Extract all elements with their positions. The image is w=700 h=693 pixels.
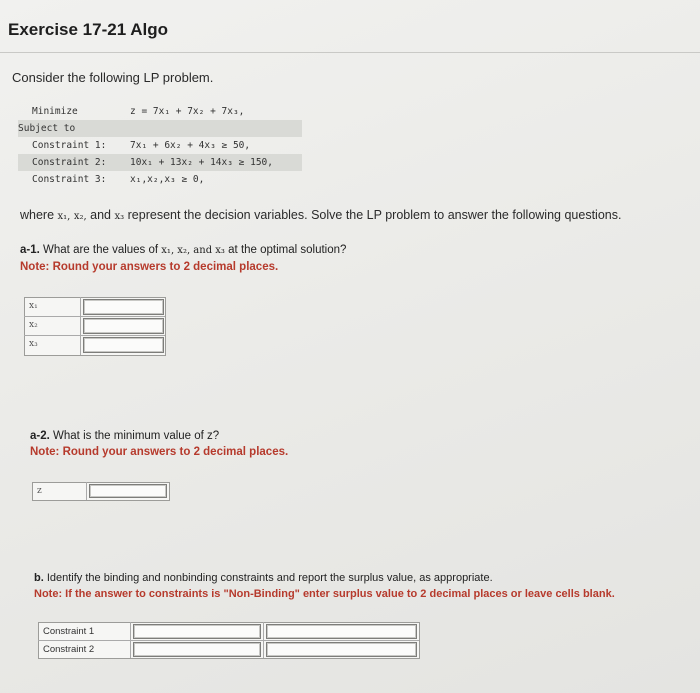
- constraint1-status-select[interactable]: [133, 624, 261, 639]
- subject-to-row: [18, 120, 302, 137]
- question-b: [34, 572, 493, 584]
- constraint-label: Constraint 2:: [32, 157, 107, 168]
- question-a2-text: What is the minimum value of z?: [53, 430, 220, 442]
- constraint-label: Constraint 1:: [32, 140, 107, 151]
- where-suffix: represent the decision variables. Solve the LP problem to answer the following questions.: [127, 208, 622, 222]
- b-row-label-constraint2: Constraint 2: [43, 644, 95, 655]
- var-x3: x₃: [114, 211, 125, 222]
- header-divider: [0, 52, 700, 53]
- question-a2-note: Note: Round your answers to 2 decimal places.: [30, 446, 289, 458]
- question-b-text: Identify the binding and nonbinding constraints and report the surplus value, as appropriate.: [46, 572, 493, 584]
- var-x1: x₁,: [57, 211, 71, 222]
- question-a1-label: a-1.: [20, 244, 40, 256]
- b-row-label-constraint1: Constraint 1: [43, 626, 95, 637]
- x1-input[interactable]: [83, 299, 164, 315]
- question-a2: [30, 430, 219, 442]
- intro-text: Consider the following LP problem.: [12, 70, 214, 85]
- a2-row-label-z: z: [37, 486, 42, 496]
- page-title: Exercise 17-21 Algo: [8, 20, 169, 39]
- objective-expression: z = 7x₁ + 7x₂ + 7x₃,: [130, 106, 245, 117]
- table-divider: [24, 316, 165, 317]
- constraint-row: [18, 154, 302, 171]
- constraint2-status-select[interactable]: [133, 642, 261, 657]
- constraint2-surplus-input[interactable]: [266, 642, 417, 657]
- var-x2: x₂,: [73, 211, 87, 222]
- question-b-label: b.: [34, 572, 44, 584]
- question-a1-vars: x₁, x₂, and x₃: [161, 245, 225, 256]
- question-a2-label: a-2.: [30, 430, 50, 442]
- minimize-label: Minimize: [32, 106, 78, 117]
- table-divider: [38, 640, 419, 641]
- constraint-row: [18, 137, 302, 154]
- constraint-expression: 10x₁ + 13x₂ + 14x₃ ≥ 150,: [130, 157, 273, 168]
- question-a1-start: What are the values of: [43, 244, 159, 256]
- a1-row-label-x2: x₂: [29, 320, 38, 330]
- constraint-expression: x₁,x₂,x₃ ≥ 0,: [130, 174, 205, 185]
- question-a1-end: at the optimal solution?: [228, 244, 347, 256]
- constraint-expression: 7x₁ + 6x₂ + 4x₃ ≥ 50,: [130, 140, 251, 151]
- subject-to-label: Subject to: [18, 123, 76, 134]
- constraint-row: [18, 171, 302, 188]
- a1-row-label-x1: x₁: [29, 301, 38, 311]
- objective-row: [18, 103, 302, 120]
- constraint1-surplus-input[interactable]: [266, 624, 417, 639]
- z-input[interactable]: [89, 484, 167, 498]
- lp-problem: [18, 103, 302, 188]
- question-b-note: Note: If the answer to constraints is "Non-Binding" enter surplus value to 2 decimal places or leave cells blank.: [34, 588, 615, 600]
- table-divider: [86, 482, 87, 500]
- x3-input[interactable]: [83, 337, 164, 353]
- x2-input[interactable]: [83, 318, 164, 334]
- where-prefix: where: [20, 208, 55, 222]
- table-divider: [80, 297, 81, 355]
- table-divider: [24, 335, 165, 336]
- question-a1-note: Note: Round your answers to 2 decimal places.: [20, 261, 279, 273]
- a1-row-label-x3: x₃: [29, 339, 38, 349]
- question-a1: [20, 244, 346, 256]
- constraint-label: Constraint 3:: [32, 174, 107, 185]
- variables-description: [20, 208, 621, 222]
- where-and: and: [90, 208, 112, 222]
